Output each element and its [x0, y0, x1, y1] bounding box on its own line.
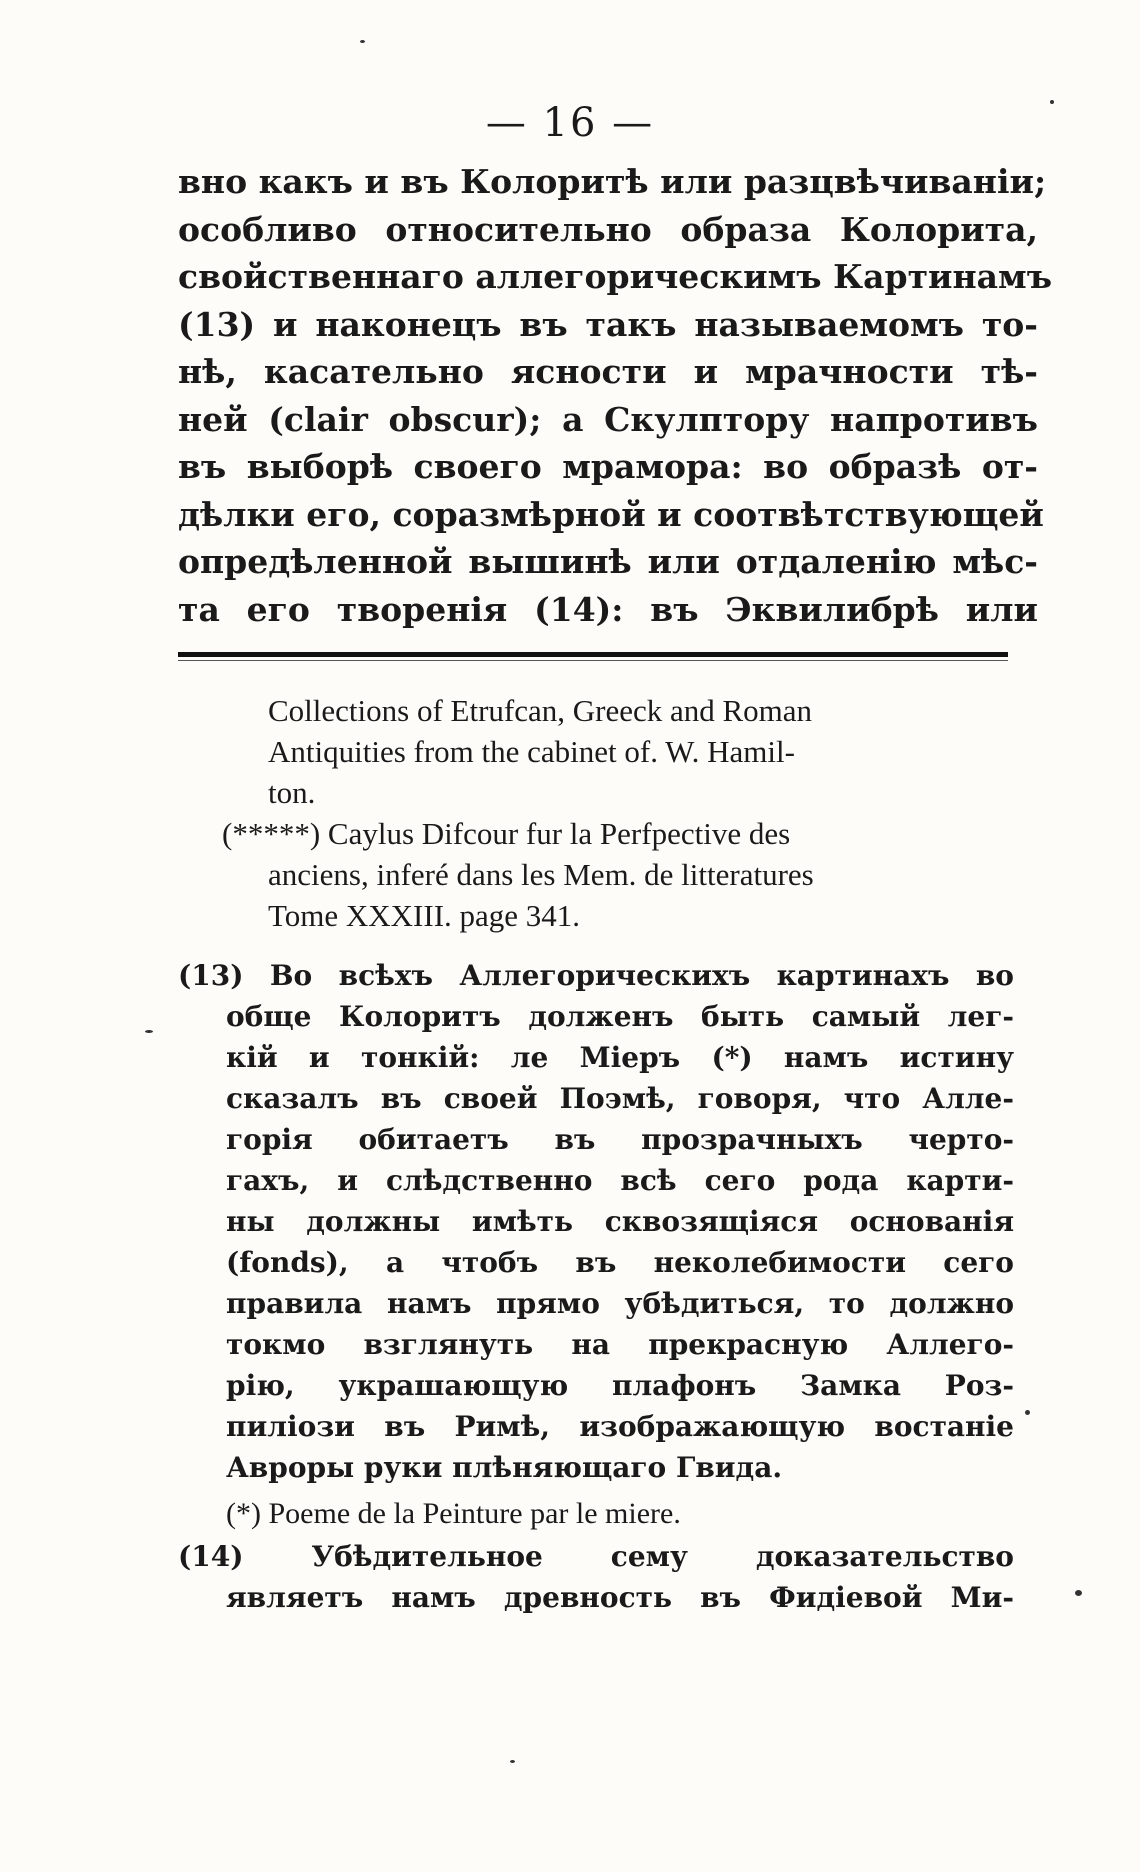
footnote-line: (14) Убѣдительное сему доказательство [178, 1540, 1014, 1573]
footnote-line: (*****) Caylus Difcour fur la Perfpective des [222, 816, 791, 851]
sub-footnote: (*) Poeme de la Peinture par le miere. [226, 1497, 681, 1530]
body-line: вно какъ и въ Колоритѣ или разцвѣчиваніи; [178, 162, 1047, 201]
body-line: (13) и наконецъ въ такъ называемомъ то- [178, 304, 1038, 344]
body-line: въ выборѣ своего мрамора: во образѣ от- [178, 447, 1038, 486]
footnote-line: Antiquities from the cabinet of. W. Hamil- [268, 734, 795, 769]
footnote-line: (fonds), а чтобъ въ неколебимости сего [226, 1246, 1014, 1279]
scan-speck [510, 1760, 515, 1763]
body-line: ней (clair obscur); а Скулптору напротивъ [178, 399, 1038, 439]
footnote-latin [178, 690, 1038, 936]
footnote-line: пиліози въ Римѣ, изображающую востаніе [226, 1410, 1014, 1443]
footnote-line: Collections of Etrufcan, Greeck and Roman [268, 693, 813, 728]
footnote-line: обще Колоритъ долженъ быть самый лег- [226, 1000, 1014, 1033]
body-line: особливо относительно образа Колорита, [178, 209, 1038, 249]
footnote-line: являетъ намъ древность въ Фидіевой Ми- [226, 1581, 1014, 1614]
scan-speck [1025, 1410, 1030, 1415]
footnote-separator-hairline [178, 660, 1008, 661]
footnote-line: сказалъ въ своей Поэмѣ, говоря, что Алле- [226, 1082, 1014, 1115]
footnote-line: рію, украшающую плафонъ Замка Роз- [226, 1369, 1014, 1402]
footnote-separator-rule [178, 652, 1008, 657]
footnote-13 [178, 955, 1038, 1540]
footnote-line: (13) Во всѣхъ Аллегорическихъ картинахъ во [178, 959, 1014, 992]
footnote-line: Tome XXXIII. page 341. [268, 898, 581, 933]
footnote-line: ton. [268, 775, 316, 810]
footnote-line: горія обитаетъ въ прозрачныхъ черто- [226, 1123, 1014, 1156]
footnote-line: правила намъ прямо убѣдиться, то должно [226, 1287, 1014, 1320]
footnote-14 [178, 1536, 1038, 1618]
footnote-line: Авроры руки плѣняющаго Гвида. [226, 1451, 783, 1484]
scan-speck [145, 1030, 153, 1033]
body-line: нѣ, касательно ясности и мрачности тѣ- [178, 352, 1038, 391]
footnote-line: токмо взглянуть на прекрасную Аллего- [226, 1328, 1014, 1361]
scan-speck [1050, 100, 1054, 104]
footnote-line: ны должны имѣть сквозящіяся основанія [226, 1205, 1014, 1238]
scan-speck [360, 40, 365, 43]
body-line: дѣлки его, соразмѣрной и соотвѣтствующей [178, 494, 1044, 534]
page-number: — 16 — [485, 100, 655, 146]
footnote-line: anciens, inferé dans les Mem. de litteratures [268, 857, 814, 892]
scan-speck [1075, 1590, 1082, 1596]
body-line: опредѣленной вышинѣ или отдаленію мѣс- [178, 542, 1038, 581]
footnote-line: кій и тонкій: ле Міеръ (*) намъ истину [226, 1041, 1014, 1074]
main-text [178, 158, 1053, 633]
body-line: свойственнаго аллегорическимъ Картинамъ [178, 257, 1053, 296]
body-line: та его творенія (14): въ Эквилибрѣ или [178, 589, 1038, 629]
footnote-line: гахъ, и слѣдственно всѣ сего рода карти- [226, 1164, 1014, 1197]
